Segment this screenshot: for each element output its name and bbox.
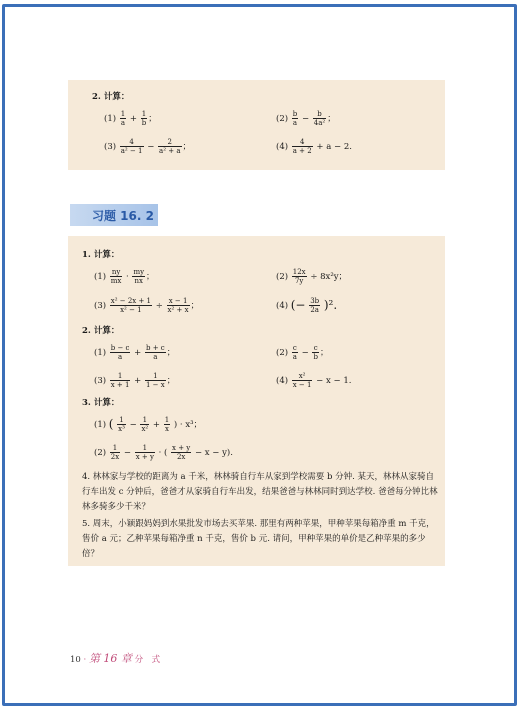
q2-item-3: (3) $\frac{1}{x + 1}$ + $\frac{1}{1 - x}$ ； <box>94 372 176 389</box>
chapter-label: 第 16 章 <box>88 652 132 665</box>
q1-item-2: (2) $\frac{12x}{7y}$ ÷ 8x²y； <box>276 268 348 285</box>
practice-item-1: (1) $\frac{1}{a}$ + $\frac{1}{b}$ ； <box>104 110 157 127</box>
chapter-title: 分 式 <box>134 655 161 665</box>
q2-heading: 2. 计算： <box>82 326 120 336</box>
practice-item-4: (4) $\frac{4}{a + 2}$ + a − 2. <box>276 138 352 155</box>
q1-heading: 1. 计算： <box>82 250 120 260</box>
q2-item-1: (1) $\frac{b - c}{a}$ + $\frac{b + c}{a}$ ； <box>94 344 176 361</box>
practice-item-2: (2) $\frac{b}{a}$ − $\frac{b}{\text{4a²}}$ ； <box>276 110 336 127</box>
section-title: 习题 16. 2 <box>92 209 154 223</box>
q5-text: 5. 周末，小颖跟妈妈到水果批发市场去买苹果. 那里有两种苹果，甲种苹果每箱净重 m 千克，售价 a 元；乙种苹果每箱净重 n 千克，售价 b 元. 请问，甲种苹果的单价是乙种苹果的多少倍？ <box>82 519 435 559</box>
q2-item-4: (4) $\frac{\text{x²}}{x - 1}$ − x − 1. <box>276 372 352 389</box>
page-footer: 10 · 第 16 章 分 式 <box>70 652 161 665</box>
q3-item-2: (2) $\frac{1}{2x}$ − $\frac{1}{x + y}$ · ( $\frac{x + y}{2x}$ − x − y). <box>94 444 233 461</box>
q1-item-1: (1) $\frac{ny}{mx}$ · $\frac{my}{nx}$ ； <box>94 268 155 285</box>
q3-heading: 3. 计算： <box>82 398 120 408</box>
q1-item-3: (3) $\frac{\text{x² − 2x + 1}}{\text{x² − 1}}$ ÷ $\frac{x - 1}{\text{x² + x}}$ ； <box>94 297 200 314</box>
q1-item-4: (4) (− $\frac{3b}{2a}$ )². <box>276 297 338 314</box>
q4-text: 4. 林林家与学校的距离为 a 千米，林林骑自行车从家到学校需要 b 分钟. 某天，林林从家骑自行车出发 c 分钟后，爸爸才从家骑自行车出发，结果爸爸与林林同时到达学校. 爸爸每分钟比林林多骑多少千米？ <box>82 472 438 512</box>
q3-item-1: (1) ( $\frac{1}{\text{x³}}$ − $\frac{1}{\text{x²}}$ + $\frac{1}{x}$ ) · x³； <box>94 416 203 433</box>
practice-heading: 2. 计算： <box>92 92 130 102</box>
practice-item-3: (3) $\frac{4}{\text{a² − 1}}$ − $\frac{2}{\text{a² + a}}$ ； <box>104 138 192 155</box>
page-number: 10 <box>70 655 81 665</box>
section-title-bar <box>70 204 158 226</box>
q2-item-2: (2) $\frac{c}{a}$ − $\frac{c}{b}$ ； <box>276 344 329 361</box>
